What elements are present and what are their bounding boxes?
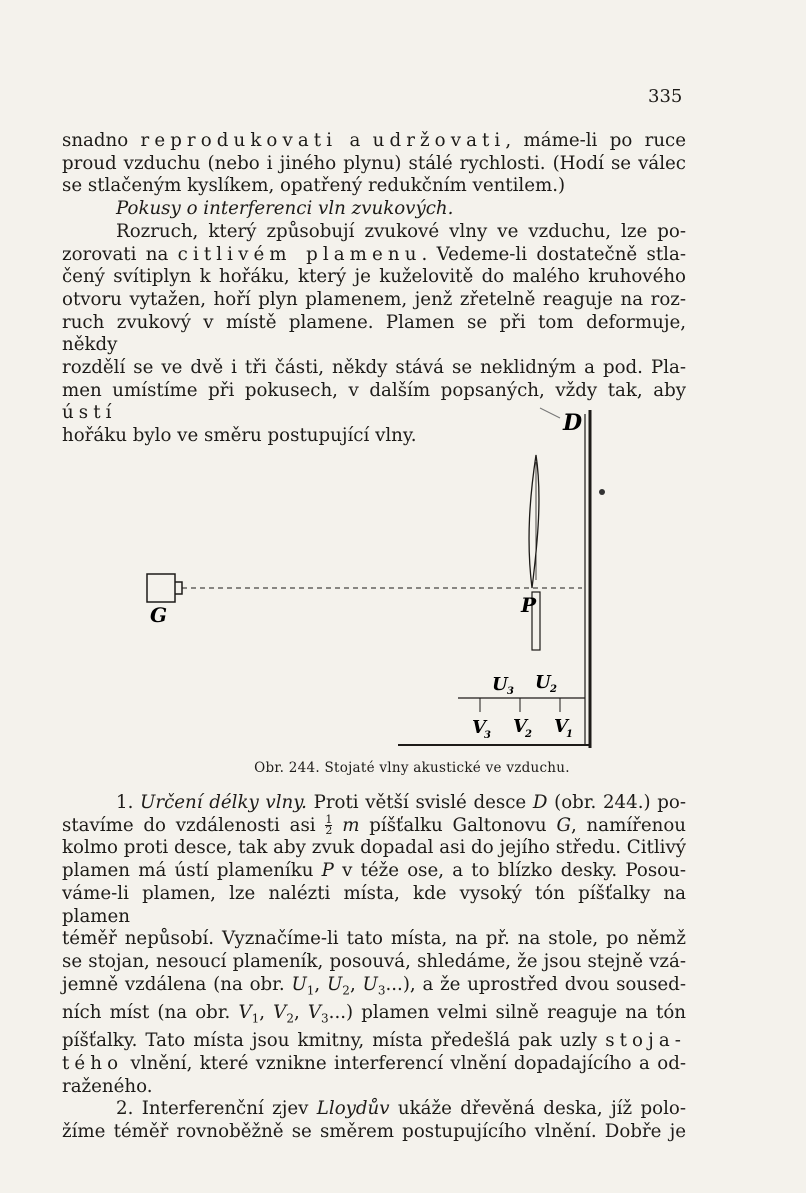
text-line: se stojan, nesoucí plameník, posouvá, shledáme, že jsou stejně vzá- bbox=[62, 950, 686, 972]
text-line: váme-li plamen, lze nalézti místa, kde vysoký tón píšťalky na plamen bbox=[62, 882, 686, 927]
label-u2-sub: 2 bbox=[550, 684, 557, 695]
text-line: se stlačeným kyslíkem, opatřený redukčním ventilem.) bbox=[62, 175, 566, 197]
text-line: 2. Interferenční zjev Lloydův ukáže dřevěná deska, jíž polo- bbox=[116, 1098, 686, 1120]
label-u2: U bbox=[535, 672, 551, 693]
text-line: proud vzduchu (nebo i jiného plynu) stálé rychlosti. (Hodí se válec bbox=[62, 152, 686, 174]
text-line: hořáku bylo ve směru postupující vlny. bbox=[62, 425, 417, 447]
label-v1-sub: 1 bbox=[566, 729, 573, 740]
board-edge bbox=[540, 408, 560, 418]
label-u3-sub: 3 bbox=[507, 686, 514, 697]
label-v3: V bbox=[472, 717, 486, 738]
text-line: men umístíme při pokusech, v dalším popsaných, vždy tak, aby ústí bbox=[62, 379, 686, 424]
text-line: 1. Určení délky vlny. Proti větší svislé desce D (obr. 244.) po- bbox=[116, 792, 686, 813]
text-line: plamen má ústí plameníku P v téže ose, a to blízko desky. Posou- bbox=[62, 860, 686, 882]
label-u3: U bbox=[492, 674, 508, 695]
speck bbox=[599, 489, 605, 495]
label-p: P bbox=[521, 593, 537, 617]
label-g: G bbox=[150, 603, 168, 627]
text-line: stavíme do vzdálenosti asi $\frac{1}{2}$ m píšťalku Galtonovu G, namířenou bbox=[62, 813, 686, 838]
text-line: čený svítiplyn k hořáku, který je kuželovitě do malého kruhového bbox=[62, 266, 686, 288]
text-line: snadno reprodukovati a udržovati, máme-li po ruce bbox=[62, 130, 687, 151]
label-v3-sub: 3 bbox=[484, 730, 491, 741]
bottom-text-block bbox=[62, 792, 686, 1144]
text-line: zorovati na citlivém plamenu. Vedeme-li dostatečně stla- bbox=[62, 243, 686, 265]
text-line: otvoru vytažen, hoří plyn plamenem, jenž zřetelně reaguje na roz- bbox=[62, 288, 686, 310]
text-line: ruch zvukový v místě plamene. Plamen se při tom deformuje, někdy bbox=[62, 311, 686, 356]
text-line: téměř nepůsobí. Vyznačíme-li tato místa, na př. na stole, po němž bbox=[62, 928, 686, 950]
text-line: ních míst (na obr. $V_1$, $V_2$, $V_3$...) plamen velmi silně reaguje na tón bbox=[62, 1001, 686, 1026]
section-heading: Pokusy o interferenci vln zvukových. bbox=[116, 198, 454, 220]
label-v1: V bbox=[554, 716, 568, 737]
text-line: píšťalky. Tato místa jsou kmitny, místa předešlá pak uzly stoja- bbox=[62, 1030, 686, 1052]
galton-whistle-g bbox=[147, 574, 175, 602]
label-v2: V bbox=[513, 716, 527, 737]
label-v2-sub: 2 bbox=[525, 729, 532, 740]
text-line: raženého. bbox=[62, 1075, 153, 1097]
text-line: tého vlnění, které vznikne interferencí vlnění dopadajícího a od- bbox=[62, 1053, 686, 1075]
text-line: jemně vzdálena (na obr. $U_1$, $U_2$, $U_3$...), a že uprostřed dvou soused- bbox=[62, 973, 686, 998]
whistle-mouth bbox=[175, 582, 182, 594]
text-line: kolmo proti desce, tak aby zvuk dopadal asi do jejího středu. Citlivý bbox=[62, 837, 686, 859]
label-d: D bbox=[563, 410, 583, 436]
page-number: 335 bbox=[648, 86, 683, 107]
text-line: rozdělí se ve dvě i tři části, někdy stává se neklidným a pod. Pla- bbox=[62, 357, 686, 379]
text-line: Rozruch, který způsobují zvukové vlny ve vzduchu, lze po- bbox=[116, 220, 686, 242]
figure-caption: Obr. 244. Stojaté vlny akustické ve vzduchu. bbox=[254, 760, 570, 776]
flame bbox=[529, 455, 539, 588]
text-line: žíme téměř rovnoběžně se směrem postupujícího vlnění. Dobře je bbox=[62, 1121, 686, 1143]
fraction-half: $\frac{1}{2}$ bbox=[325, 813, 333, 838]
figure-244 bbox=[120, 400, 610, 760]
